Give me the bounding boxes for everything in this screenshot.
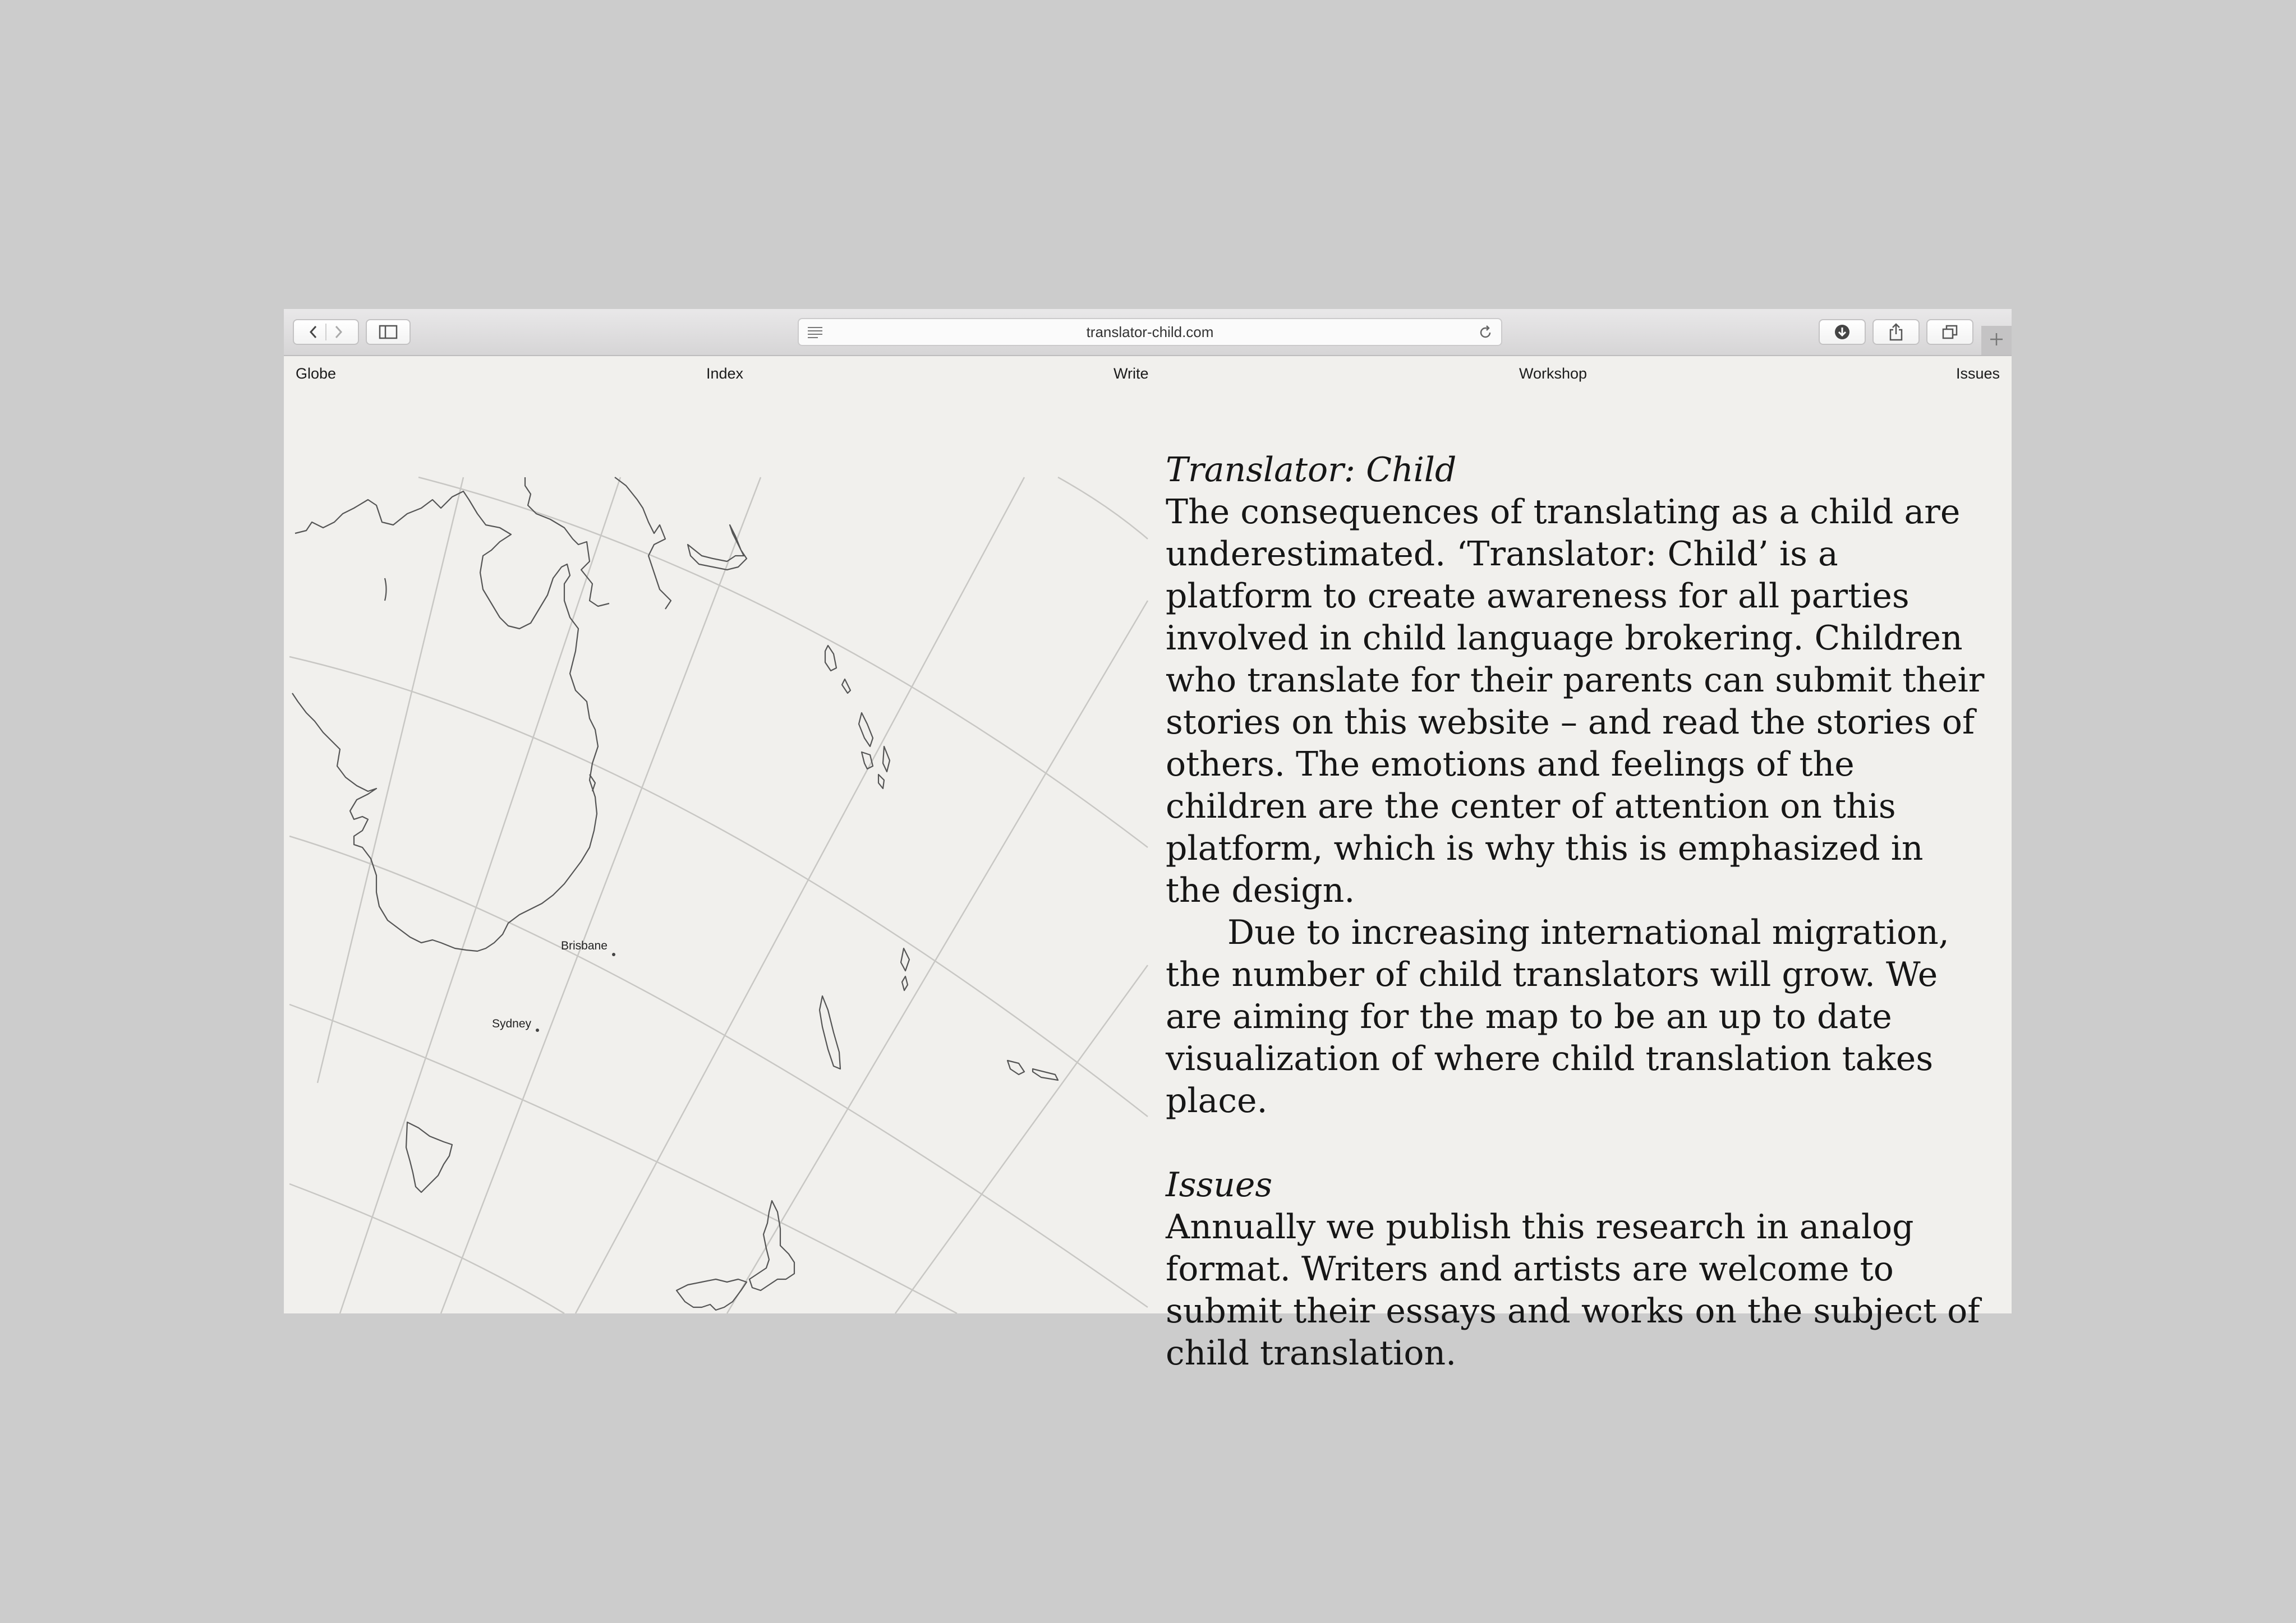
city-dot-brisbane xyxy=(612,953,615,956)
browser-toolbar xyxy=(284,309,2012,356)
nav-link-index[interactable]: Index xyxy=(706,365,744,382)
section-spacer xyxy=(1166,1122,1985,1164)
nav-link-issues[interactable]: Issues xyxy=(1956,365,2000,382)
tabs-overview-button[interactable] xyxy=(1926,319,1973,345)
url-text: translator-child.com xyxy=(1086,324,1214,340)
nav-link-write[interactable]: Write xyxy=(1114,365,1149,382)
issues-title: Issues xyxy=(1166,1165,1273,1205)
download-button[interactable] xyxy=(1819,319,1866,345)
reload-icon[interactable] xyxy=(1478,325,1493,343)
coastlines xyxy=(292,477,1058,1310)
sidebar-button[interactable] xyxy=(366,319,411,345)
city-label-sydney[interactable]: Sydney xyxy=(492,1017,532,1030)
history-nav xyxy=(293,319,359,345)
globe-map[interactable] xyxy=(284,388,1148,1313)
city-dot-sydney xyxy=(536,1029,539,1032)
site-navigation xyxy=(284,365,2012,388)
address-bar[interactable] xyxy=(798,318,1502,346)
issues-paragraph: Annually we publish this research in analog format. Writers and artists are welcome to submit their essays and works on the subject of child translation. xyxy=(1166,1207,1980,1373)
nav-link-workshop[interactable]: Workshop xyxy=(1519,365,1588,382)
divider xyxy=(325,324,326,340)
main-content xyxy=(1166,449,1985,1375)
share-icon xyxy=(1888,323,1904,341)
new-tab-button[interactable] xyxy=(1981,326,2012,355)
about-title: Translator: Child xyxy=(1166,450,1457,490)
browser-window xyxy=(284,309,2012,1373)
download-icon xyxy=(1834,324,1851,340)
graticule xyxy=(289,477,1148,1313)
chevron-left-icon[interactable] xyxy=(307,324,320,340)
sidebar-icon xyxy=(379,325,398,339)
city-label-brisbane[interactable]: Brisbane xyxy=(561,939,608,952)
about-paragraph-2: Due to increasing international migration, the number of child translators will grow. We are aiming for the map to be an up to date visualization of where child translation takes place. xyxy=(1166,913,1949,1121)
plus-icon xyxy=(1989,331,2004,350)
chevron-right-icon[interactable] xyxy=(332,324,344,340)
nav-link-globe[interactable]: Globe xyxy=(296,365,337,382)
about-paragraph-1: The consequences of translating as a child are underestimated. ‘Translator: Child’ is a platform to create awareness for all parties involved in child language brokering. Children who translate for their parents can submit their stories on this website – and read the stories of others. The emotions and feelings of the children are the center of attention on this platform, which is why this is emphasized in the design. xyxy=(1166,492,1985,910)
share-button[interactable] xyxy=(1872,319,1920,345)
tabs-icon xyxy=(1941,324,1958,340)
